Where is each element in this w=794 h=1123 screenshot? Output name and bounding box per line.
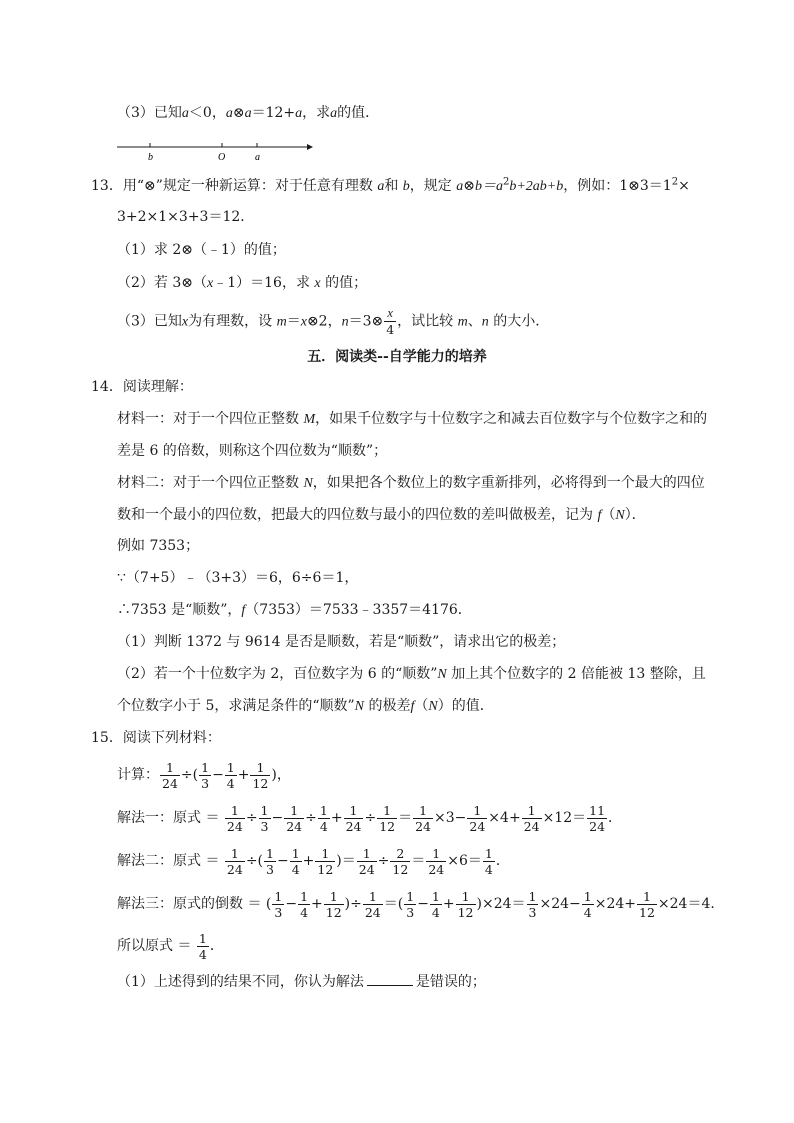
q14-example-title: 例如 7353； — [117, 538, 200, 554]
q12-part3: （3）已知a＜0，a⊗a＝12+a，求a的值． — [117, 105, 380, 121]
number-line-label-b: b — [148, 152, 153, 163]
answer-blank[interactable] — [367, 972, 413, 986]
q13-line2: 3+2×1×3+3＝12． — [117, 209, 255, 225]
q14-example-step1: ∵（7+5）﹣（3+3）＝6，6÷6＝1， — [117, 570, 359, 586]
q14-title: 14．阅读理解： — [91, 379, 193, 395]
q14-material2-line1: 材料二：对于一个四位正整数 N，如果把各个数位上的数字重新排列，必将得到一个最大的四位 — [117, 475, 705, 491]
q15-conclusion: 所以原式 ＝ $\frac{1}{4}$ ． — [117, 930, 224, 962]
q13-line1: 13．用“⊗”规定一种新运算：对于任意有理数 a和 b，规定 $a\otimes b=a^2b+2ab+b$，例如：$1\otimes 3=1^2\times$ — [91, 176, 690, 194]
q15-part1: （1）上述得到的结果不同，你认为解法 是错误的； — [117, 974, 486, 990]
q14-part2-line2: 个位数字小于 5，求满足条件的“顺数”N 的极差f（N）的值． — [117, 698, 494, 714]
q14-material1-line1: 材料一：对于一个四位正整数 M，如果千位数字与十位数字之和减去百位数字与个位数字之和的 — [117, 411, 708, 427]
q14-material1-line2: 差是 6 的倍数，则称这个四位数为“顺数”； — [117, 443, 388, 459]
q15-method2: 解法二：原式 ＝ $\frac{1}{24}$ ÷( $\frac{1}{3}$ − $\frac{1}{4}$ + $\frac{1}{12}$ )＝ $\frac{1}{24}$ ÷ $\frac{2}{12}$ ＝ $\frac{1}{24}$ ×6＝ $\frac{1}{4}$ ． — [117, 845, 510, 877]
number-line-label-o: O — [218, 152, 226, 163]
q15-method1: 解法一：原式 ＝ $\frac{1}{24}$ ÷ $\frac{1}{3}$ − $\frac{1}{24}$ ÷ $\frac{1}{4}$ + $\frac{1}{24}$ ÷ $\frac{1}{12}$ ＝ $\frac{1}{24}$ ×3− $\frac{1}{24}$ ×4+ $\frac{1}{24}$ ×12＝ $\frac{11}{24}$ ． — [117, 802, 623, 834]
number-line — [117, 135, 317, 165]
q15-calc: 计算： $\frac{1}{24}$ ÷( $\frac{1}{3}$ − $\frac{1}{4}$ + $\frac{1}{12}$ )， — [117, 759, 291, 791]
q13-part2: （2）若 3⊗（x﹣1）＝16，求 x 的值； — [117, 275, 368, 291]
q14-example-step2: ∴7353 是“顺数”，f（7353）＝7533﹣3357＝4176． — [117, 602, 472, 618]
q14-part1: （1）判断 1372 与 9614 是否是顺数，若是“顺数”，请求出它的极差； — [117, 634, 566, 650]
q14-part2-line1: （2）若一个十位数字为 2，百位数字为 6 的“顺数”N 加上其个位数字的 2 倍能被 13 整除，且 — [117, 666, 706, 682]
section-title: 五．阅读类--自学能力的培养 — [307, 349, 487, 365]
q15-title: 15．阅读下列材料： — [91, 730, 221, 746]
q13-part3: （3）已知x为有理数，设 m＝x⊗2，n＝3⊗ $\frac{x}{4}$ ，试比较 m、n 的大小． — [117, 306, 550, 337]
q14-material2-line2: 数和一个最小的四位数，把最大的四位数与最小的四位数的差叫做极差，记为 f（N）． — [117, 507, 646, 523]
q13-part1: （1）求 2⊗（﹣1）的值； — [117, 242, 286, 258]
number-line-label-a: a — [255, 152, 260, 163]
q15-method3: 解法三：原式的倒数 ＝ ( $\frac{1}{3}$ − $\frac{1}{4}$ + $\frac{1}{12}$ )÷ $\frac{1}{24}$ ＝( $\frac{1}{3}$ − $\frac{1}{4}$ + $\frac{1}{12}$ )×24＝ $\frac{1}{3}$ ×24− $\frac{1}{4}$ ×24+ $\frac{1}{12}$ ×24＝4． — [117, 888, 725, 920]
